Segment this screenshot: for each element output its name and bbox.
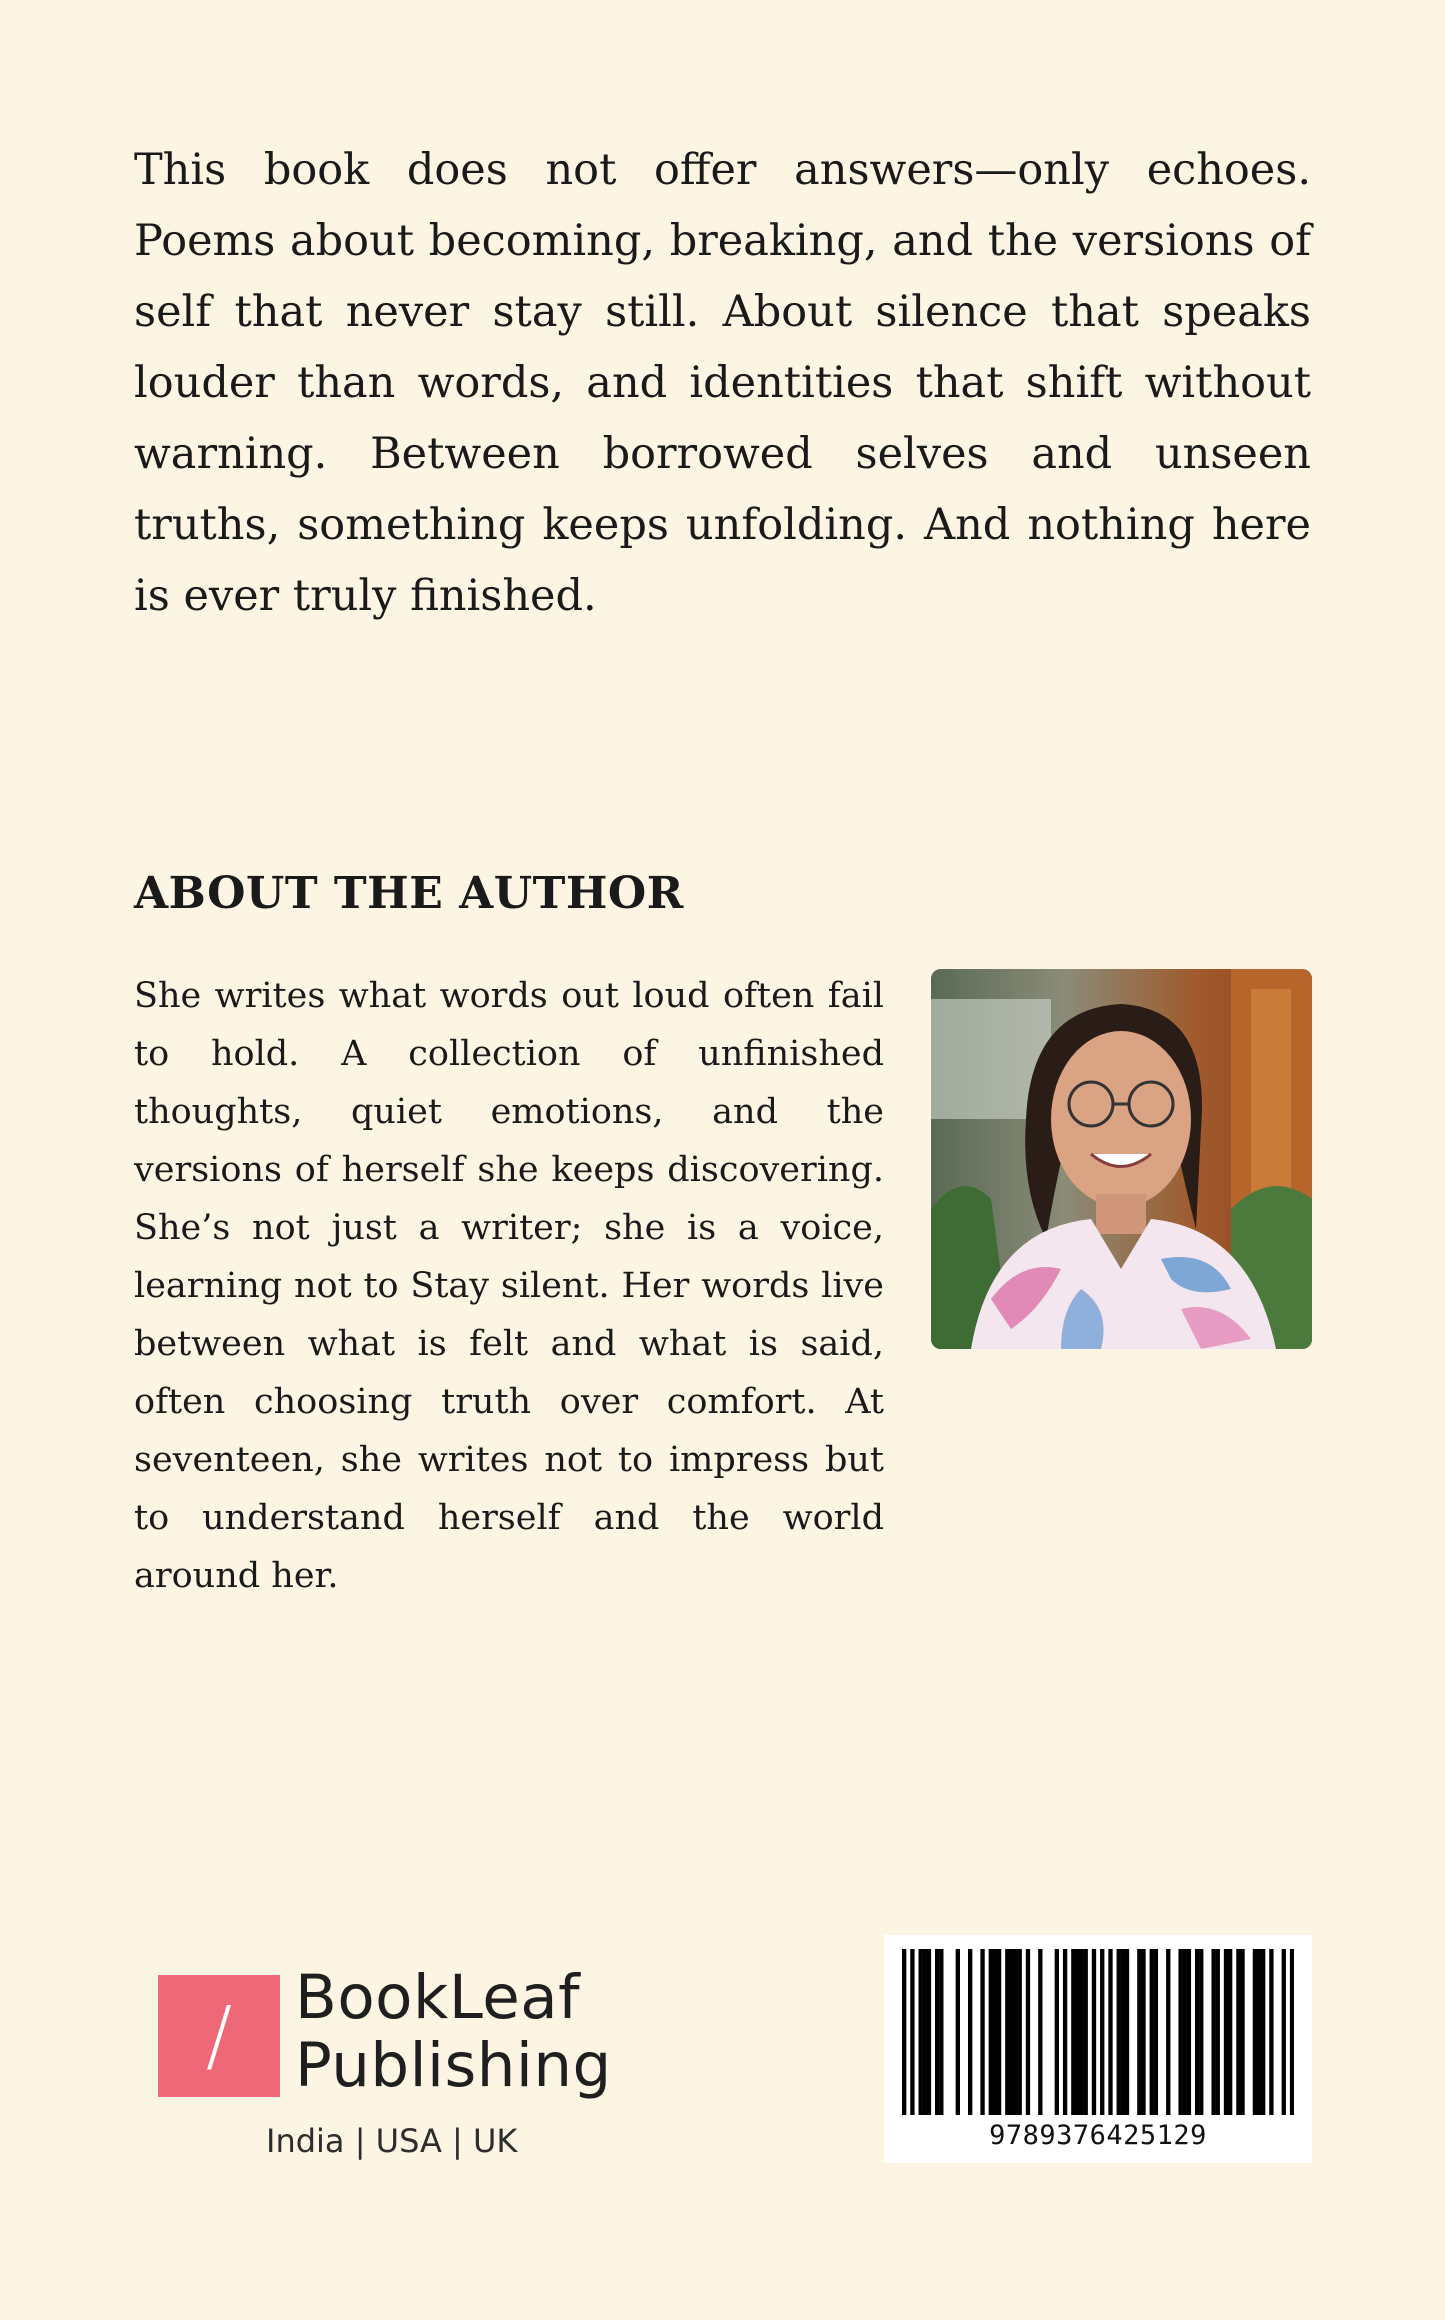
barcode-bar (1195, 1949, 1199, 2115)
barcode-bar (1183, 1949, 1187, 2115)
slash-icon: / (205, 1991, 233, 2081)
barcode-bar (1211, 1949, 1215, 2115)
barcode-bars (902, 1949, 1294, 2115)
author-photo (931, 969, 1312, 1349)
about-author-heading: ABOUT THE AUTHOR (134, 868, 684, 919)
barcode-bar (1154, 1949, 1158, 2115)
barcode-bar (1026, 1949, 1030, 2115)
barcode-bar (902, 1949, 906, 2115)
barcode-bar (1216, 1949, 1220, 2115)
barcode-bar (1121, 1949, 1125, 2115)
barcode-bar (1013, 1949, 1017, 2115)
barcode-bar (1084, 1949, 1088, 2115)
publisher-logo-mark (158, 1975, 280, 2097)
barcode-bar (919, 1949, 923, 2115)
barcode-bar (1141, 1949, 1145, 2115)
barcode-bar (1038, 1949, 1042, 2115)
barcode-bar (1178, 1949, 1182, 2115)
barcode-bar (993, 1949, 997, 2115)
barcode-bar (1108, 1949, 1112, 2115)
barcode-bar (989, 1949, 993, 2115)
barcode-bar (1282, 1949, 1286, 2115)
barcode-bar (980, 1949, 984, 2115)
publisher-name-line1: BookLeaf (295, 1962, 581, 2033)
barcode-bar (1079, 1949, 1083, 2115)
book-blurb: This book does not offer answers—only echoes. Poems about becoming, breaking, and the versions of self that never stay still. About silence that speaks louder than words, and identities that shift without warning. Between borrowed selves and unseen truths, something keeps unfolding. And nothing here is ever truly finished. (134, 145, 1311, 621)
barcode-bar (997, 1949, 1001, 2115)
barcode-bar (1228, 1949, 1232, 2115)
barcode-bar (1009, 1949, 1013, 2115)
barcode-bar (1005, 1949, 1009, 2115)
barcode-bar (1125, 1949, 1129, 2115)
barcode-bar (910, 1949, 914, 2115)
barcode-bar (1290, 1949, 1294, 2115)
barcode-bar (1199, 1949, 1203, 2115)
barcode-bar (935, 1949, 939, 2115)
barcode-bar (968, 1949, 972, 2115)
barcode-bar (1150, 1949, 1154, 2115)
barcode-bar (1117, 1949, 1121, 2115)
barcode-bar (1063, 1949, 1067, 2115)
barcode-bar (1137, 1949, 1141, 2115)
barcode-bar (1224, 1949, 1228, 2115)
isbn-barcode (884, 1935, 1312, 2163)
barcode-bar (1236, 1949, 1240, 2115)
publisher-name-line2: Publishing (295, 2030, 612, 2101)
barcode-bar (927, 1949, 931, 2115)
barcode-bar (1187, 1949, 1191, 2115)
barcode-bar (1240, 1949, 1244, 2115)
barcode-bar (1166, 1949, 1170, 2115)
publisher-regions: India | USA | UK (266, 2122, 518, 2160)
barcode-bar (923, 1949, 927, 2115)
author-bio: She writes what words out loud often fail to hold. A collection of unfinished thoughts, quiet emotions, and the versions of herself she keeps discovering. She’s not just a writer; she is a voice, learning not to Stay silent. Her words live between what is felt and what is said, often choosing truth over comfort. At seventeen, she writes not to impress but to understand herself and the world around her. (134, 976, 884, 1596)
barcode-bar (1075, 1949, 1079, 2115)
barcode-bar (1257, 1949, 1261, 2115)
barcode-bar (1018, 1949, 1022, 2115)
barcode-bar (1055, 1949, 1059, 2115)
barcode-bar (939, 1949, 943, 2115)
barcode-bar (956, 1949, 960, 2115)
barcode-bar (1261, 1949, 1265, 2115)
isbn-number: 9789376425129 (989, 2120, 1207, 2151)
barcode-bar (1100, 1949, 1104, 2115)
barcode-bar (1092, 1949, 1096, 2115)
publisher-name (295, 1964, 612, 2100)
barcode-bar (1253, 1949, 1257, 2115)
barcode-bar (1071, 1949, 1075, 2115)
barcode-bar (1269, 1949, 1273, 2115)
publisher-logo (158, 1962, 618, 2172)
